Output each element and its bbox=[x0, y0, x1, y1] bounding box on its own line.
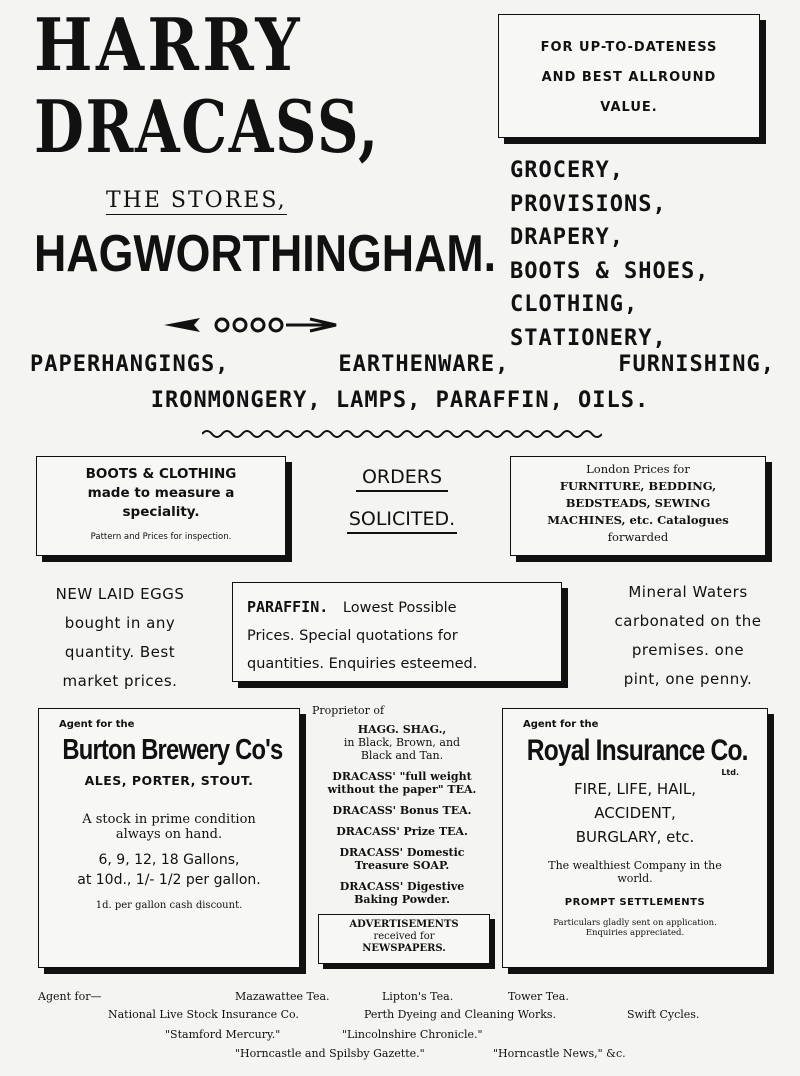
proprietor-item: DRACASS' Prize TEA. bbox=[336, 825, 468, 838]
boots-small-note: Pattern and Prices for inspection. bbox=[90, 532, 232, 542]
eggs-line: bought in any bbox=[64, 614, 176, 632]
royal-claim: world. bbox=[617, 872, 653, 885]
royal-company-name: Royal Insurance Co. bbox=[526, 734, 748, 767]
royal-ltd: Ltd. bbox=[721, 768, 739, 777]
department-item: GROCERY, bbox=[510, 158, 624, 183]
paraffin-line: Lowest Possible bbox=[342, 600, 457, 616]
footer-agent-for: Agent for— bbox=[38, 990, 102, 1003]
adverts-line: NEWSPAPERS. bbox=[362, 943, 446, 954]
burton-company-name: Burton Brewery Co's bbox=[62, 734, 283, 766]
boots-clothing-box bbox=[36, 456, 286, 556]
royal-prompt: PROMPT SETTLEMENTS bbox=[564, 897, 706, 908]
mineral-waters bbox=[588, 578, 788, 694]
paraffin-line: quantities. Enquiries esteemed. bbox=[247, 656, 478, 672]
footer-item: Tower Tea. bbox=[508, 990, 569, 1003]
goods-line-1 bbox=[30, 352, 775, 377]
london-line: BEDSTEADS, SEWING bbox=[565, 496, 711, 510]
royal-claim: The wealthiest Company in the bbox=[548, 859, 722, 872]
paraffin-line: Prices. Special quotations for bbox=[247, 628, 458, 644]
department-item: BOOTS & SHOES, bbox=[510, 258, 710, 284]
proprietor-item: in Black, Brown, and bbox=[343, 736, 461, 749]
value-line: AND BEST ALLROUND bbox=[541, 70, 717, 85]
goods-item: PAPERHANGINGS, bbox=[30, 352, 230, 377]
proprietor-item: without the paper" TEA. bbox=[327, 783, 477, 796]
footer-item: Swift Cycles. bbox=[627, 1008, 700, 1021]
royal-cover: ACCIDENT, bbox=[594, 804, 676, 822]
london-prices-box bbox=[510, 456, 766, 556]
footer-item: National Live Stock Insurance Co. bbox=[108, 1008, 299, 1021]
eggs-line: market prices. bbox=[62, 672, 178, 690]
royal-cover: BURGLARY, etc. bbox=[575, 828, 695, 846]
orders-line2: SOLICITED. bbox=[347, 508, 457, 534]
orders-solicited bbox=[332, 466, 472, 534]
proprietor-item: DRACASS' Digestive bbox=[339, 880, 465, 893]
footer-item: Lipton's Tea. bbox=[382, 990, 454, 1003]
adverts-line: received for bbox=[373, 931, 435, 942]
paraffin-heading: PARAFFIN. bbox=[247, 598, 329, 616]
footer-item: "Stamford Mercury." bbox=[165, 1028, 281, 1041]
value-line: FOR UP-TO-DATENESS bbox=[540, 40, 718, 55]
mineral-line: carbonated on the bbox=[614, 612, 762, 630]
burton-stock: A stock in prime condition bbox=[82, 812, 256, 827]
london-line: forwarded bbox=[607, 530, 669, 544]
proprietor-item: DRACASS' "full weight bbox=[332, 770, 472, 783]
boots-line: made to measure a bbox=[87, 485, 235, 501]
stores-subtitle: THE STORES, bbox=[106, 188, 287, 213]
paraffin-box bbox=[232, 582, 562, 682]
eggs-line: quantity. Best bbox=[64, 643, 176, 661]
department-item: CLOTHING, bbox=[510, 292, 639, 317]
goods-item: EARTHENWARE, bbox=[338, 352, 510, 377]
department-item: PROVISIONS, bbox=[510, 191, 667, 217]
proprietor-item: HAGG. SHAG., bbox=[357, 723, 447, 736]
value-box bbox=[498, 14, 760, 138]
london-line: London Prices for bbox=[586, 462, 690, 476]
proprietor-item: DRACASS' Domestic bbox=[339, 846, 465, 859]
royal-particulars: Particulars gladly sent on application. bbox=[553, 918, 717, 928]
department-item: STATIONERY, bbox=[510, 325, 667, 351]
departments-list bbox=[510, 154, 709, 355]
royal-agent-label: Agent for the bbox=[523, 719, 599, 730]
orders-line1: ORDERS bbox=[356, 466, 448, 492]
proprietor-heading: Proprietor of bbox=[312, 704, 385, 717]
footer-item: "Horncastle and Spilsby Gazette." bbox=[235, 1047, 425, 1060]
burton-brewery-box bbox=[38, 708, 300, 968]
royal-insurance-box bbox=[502, 708, 768, 968]
value-line: VALUE. bbox=[600, 100, 658, 115]
merchant-name-line2: DRACASS, bbox=[34, 84, 380, 169]
footer-item: Mazawattee Tea. bbox=[235, 990, 330, 1003]
mineral-line: Mineral Waters bbox=[628, 583, 748, 601]
mineral-line: premises. one bbox=[631, 641, 745, 659]
proprietor-item: Treasure SOAP. bbox=[354, 859, 450, 872]
proprietor-item: Black and Tan. bbox=[360, 749, 444, 762]
burton-gallons: 6, 9, 12, 18 Gallons, bbox=[98, 852, 240, 868]
department-item: DRAPERY, bbox=[510, 225, 624, 250]
goods-line-2: IRONMONGERY, LAMPS, PARAFFIN, OILS. bbox=[150, 388, 650, 413]
burton-gallons: at 10d., 1/- 1/2 per gallon. bbox=[77, 872, 261, 888]
merchant-name-line1: HARRY bbox=[34, 2, 303, 87]
london-line: FURNITURE, BEDDING, bbox=[559, 479, 717, 493]
royal-cover: FIRE, LIFE, HAIL, bbox=[574, 780, 696, 798]
ornament-flourish bbox=[160, 310, 340, 340]
new-laid-eggs bbox=[20, 580, 220, 696]
advertisements-box bbox=[318, 914, 490, 964]
adverts-line: ADVERTISEMENTS bbox=[349, 919, 459, 930]
burton-products: ALES, PORTER, STOUT. bbox=[84, 773, 254, 788]
footer-item: "Horncastle News," &c. bbox=[493, 1047, 626, 1060]
london-line: MACHINES, etc. Catalogues bbox=[547, 513, 729, 527]
mineral-line: pint, one penny. bbox=[623, 670, 753, 688]
boots-line: speciality. bbox=[122, 504, 200, 520]
burton-agent-label: Agent for the bbox=[59, 719, 135, 730]
proprietor-item: DRACASS' Bonus TEA. bbox=[332, 804, 472, 817]
proprietor-column bbox=[312, 704, 492, 906]
wavy-divider bbox=[202, 428, 602, 440]
footer-item: "Lincolnshire Chronicle." bbox=[342, 1028, 483, 1041]
burton-stock: always on hand. bbox=[115, 827, 223, 842]
town-name: HAGWORTHINGHAM. bbox=[34, 225, 497, 283]
eggs-line: NEW LAID EGGS bbox=[55, 585, 185, 603]
proprietor-item: Baking Powder. bbox=[354, 893, 450, 906]
goods-item: FURNISHING, bbox=[618, 352, 775, 377]
footer-item: Perth Dyeing and Cleaning Works. bbox=[364, 1008, 557, 1021]
royal-particulars: Enquiries appreciated. bbox=[585, 928, 685, 938]
boots-line: BOOTS & CLOTHING bbox=[85, 466, 237, 482]
burton-discount: 1d. per gallon cash discount. bbox=[95, 900, 243, 911]
